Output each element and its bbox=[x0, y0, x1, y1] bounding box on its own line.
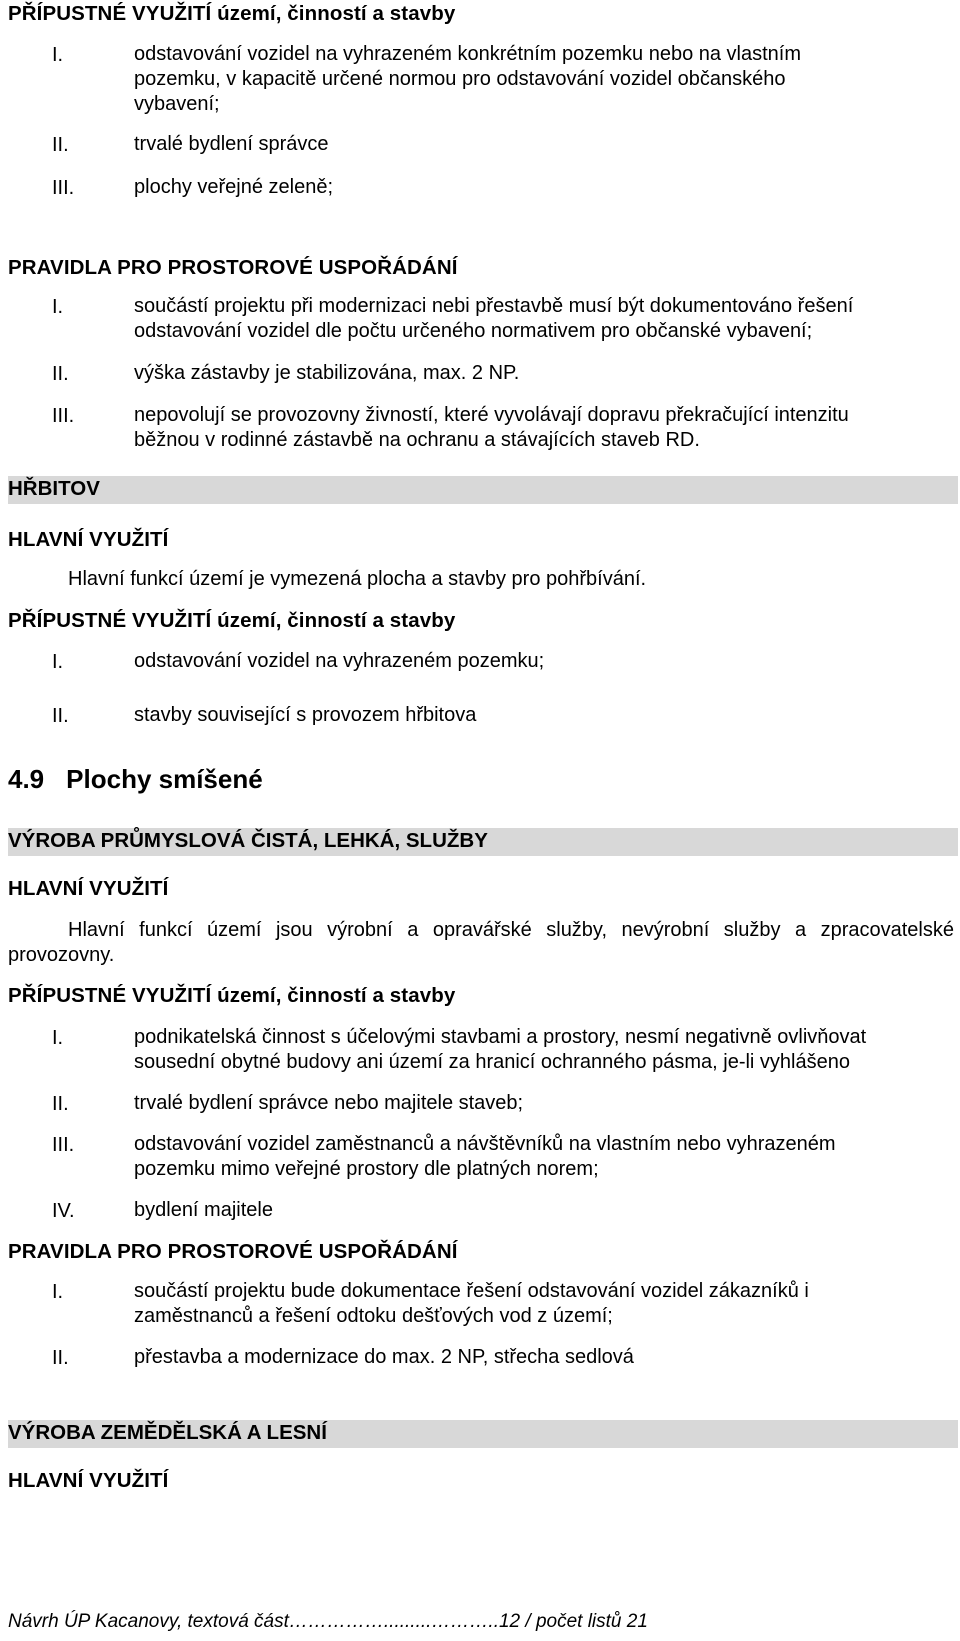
item-text bbox=[134, 1025, 918, 1075]
item-text bbox=[134, 42, 918, 117]
category-title: VÝROBA ZEMĚDĚLSKÁ A LESNÍ bbox=[8, 1421, 327, 1444]
item-number: II. bbox=[52, 1093, 69, 1115]
item-text: trvalé bydlení správce bbox=[134, 133, 329, 155]
item-line: podnikatelská činnost s účelovými stavbami a prostory, nesmí negativně ovlivňovat bbox=[134, 1026, 867, 1048]
item-line: pozemku mimo veřejné prostory dle platných norem; bbox=[134, 1158, 599, 1180]
section-heading-spatial-rules: PRAVIDLA PRO PROSTOROVÉ USPOŘÁDÁNÍ bbox=[8, 256, 458, 279]
item-number: II. bbox=[52, 363, 69, 385]
subsection-title bbox=[8, 764, 263, 795]
main-use-text bbox=[68, 918, 954, 943]
item-line: sousední obytné budovy ani území za hranicí ochranného pásma, je-li vyhlášeno bbox=[134, 1051, 850, 1073]
footer-leader-dots: …………….........……….. bbox=[288, 1611, 499, 1632]
item-text: stavby související s provozem hřbitova bbox=[134, 704, 477, 726]
section-heading-permitted-use: PŘÍPUSTNÉ VYUŽITÍ území, činností a stavby bbox=[8, 2, 456, 25]
item-number: III. bbox=[52, 405, 75, 427]
item-text: bydlení majitele bbox=[134, 1199, 273, 1221]
section-heading-permitted-use: PŘÍPUSTNÉ VYUŽITÍ území, činností a stavby bbox=[8, 609, 456, 632]
section-heading-permitted-use: PŘÍPUSTNÉ VYUŽITÍ území, činností a stavby bbox=[8, 984, 456, 1007]
item-line: součástí projektu bude dokumentace řešení odstavování vozidel zákazníků i bbox=[134, 1280, 809, 1302]
subsection-name: Plochy smíšené bbox=[66, 764, 263, 794]
item-text bbox=[134, 294, 918, 344]
item-number: II. bbox=[52, 134, 69, 156]
footer-page-count: 12 / počet listů 21 bbox=[498, 1611, 648, 1632]
subsection-number: 4.9 bbox=[8, 764, 45, 794]
section-heading-main-use: HLAVNÍ VYUŽITÍ bbox=[8, 877, 169, 900]
item-number: II. bbox=[52, 1347, 69, 1369]
item-line: nepovolují se provozovny živností, které vyvolávají dopravu překračující intenzitu bbox=[134, 404, 849, 426]
footer-document-name: Návrh ÚP Kacanovy, textová část bbox=[8, 1611, 289, 1632]
item-text: plochy veřejné zeleně; bbox=[134, 176, 334, 198]
item-number: II. bbox=[52, 705, 69, 727]
item-line: vybavení; bbox=[134, 93, 220, 115]
item-text: přestavba a modernizace do max. 2 NP, střecha sedlová bbox=[134, 1346, 634, 1368]
item-text: trvalé bydlení správce nebo majitele staveb; bbox=[134, 1092, 524, 1114]
item-number: IV. bbox=[52, 1200, 75, 1222]
item-text bbox=[134, 1279, 918, 1329]
main-use-line: provozovny. bbox=[8, 944, 115, 966]
page-footer bbox=[8, 1611, 938, 1633]
item-number: I. bbox=[52, 1281, 64, 1303]
item-line: odstavování vozidel na vyhrazeném konkrétním pozemku nebo na vlastním bbox=[134, 43, 802, 65]
item-line: zaměstnanců a řešení odtoku dešťových vod z území; bbox=[134, 1305, 613, 1327]
item-number: III. bbox=[52, 1134, 75, 1156]
item-text bbox=[134, 1132, 918, 1182]
item-line: součástí projektu při modernizaci nebi přestavbě musí být dokumentováno řešení bbox=[134, 295, 854, 317]
item-text bbox=[134, 403, 918, 453]
item-text: výška zástavby je stabilizována, max. 2 NP. bbox=[134, 362, 520, 384]
main-use-line: Hlavní funkcí území jsou výrobní a opravářské služby, nevýrobní služby a zpracovatelské bbox=[68, 919, 954, 941]
section-heading-spatial-rules: PRAVIDLA PRO PROSTOROVÉ USPOŘÁDÁNÍ bbox=[8, 1240, 458, 1263]
section-heading-main-use: HLAVNÍ VYUŽITÍ bbox=[8, 1469, 169, 1492]
section-heading-main-use: HLAVNÍ VYUŽITÍ bbox=[8, 528, 169, 551]
category-band-agricultural bbox=[8, 1420, 958, 1448]
item-line: běžnou v rodinné zástavbě na ochranu a stávajících staveb RD. bbox=[134, 429, 700, 451]
item-number: I. bbox=[52, 651, 64, 673]
item-number: I. bbox=[52, 296, 64, 318]
main-use-text: Hlavní funkcí území je vymezená plocha a stavby pro pohřbívání. bbox=[68, 568, 647, 590]
category-title: VÝROBA PRŮMYSLOVÁ ČISTÁ, LEHKÁ, SLUŽBY bbox=[8, 829, 488, 852]
category-band-industrial bbox=[8, 828, 958, 856]
item-line: odstavování vozidel zaměstnanců a návštěvníků na vlastním nebo vyhrazeném bbox=[134, 1133, 836, 1155]
item-line: pozemku, v kapacitě určené normou pro odstavování vozidel občanského bbox=[134, 68, 786, 90]
item-line: odstavování vozidel dle počtu určeného normativem pro občanské vybavení; bbox=[134, 320, 813, 342]
category-title: HŘBITOV bbox=[8, 477, 100, 500]
item-number: I. bbox=[52, 1027, 64, 1049]
category-band-cemetery bbox=[8, 476, 958, 504]
item-number: III. bbox=[52, 177, 75, 199]
item-text: odstavování vozidel na vyhrazeném pozemku; bbox=[134, 650, 545, 672]
item-number: I. bbox=[52, 44, 64, 66]
